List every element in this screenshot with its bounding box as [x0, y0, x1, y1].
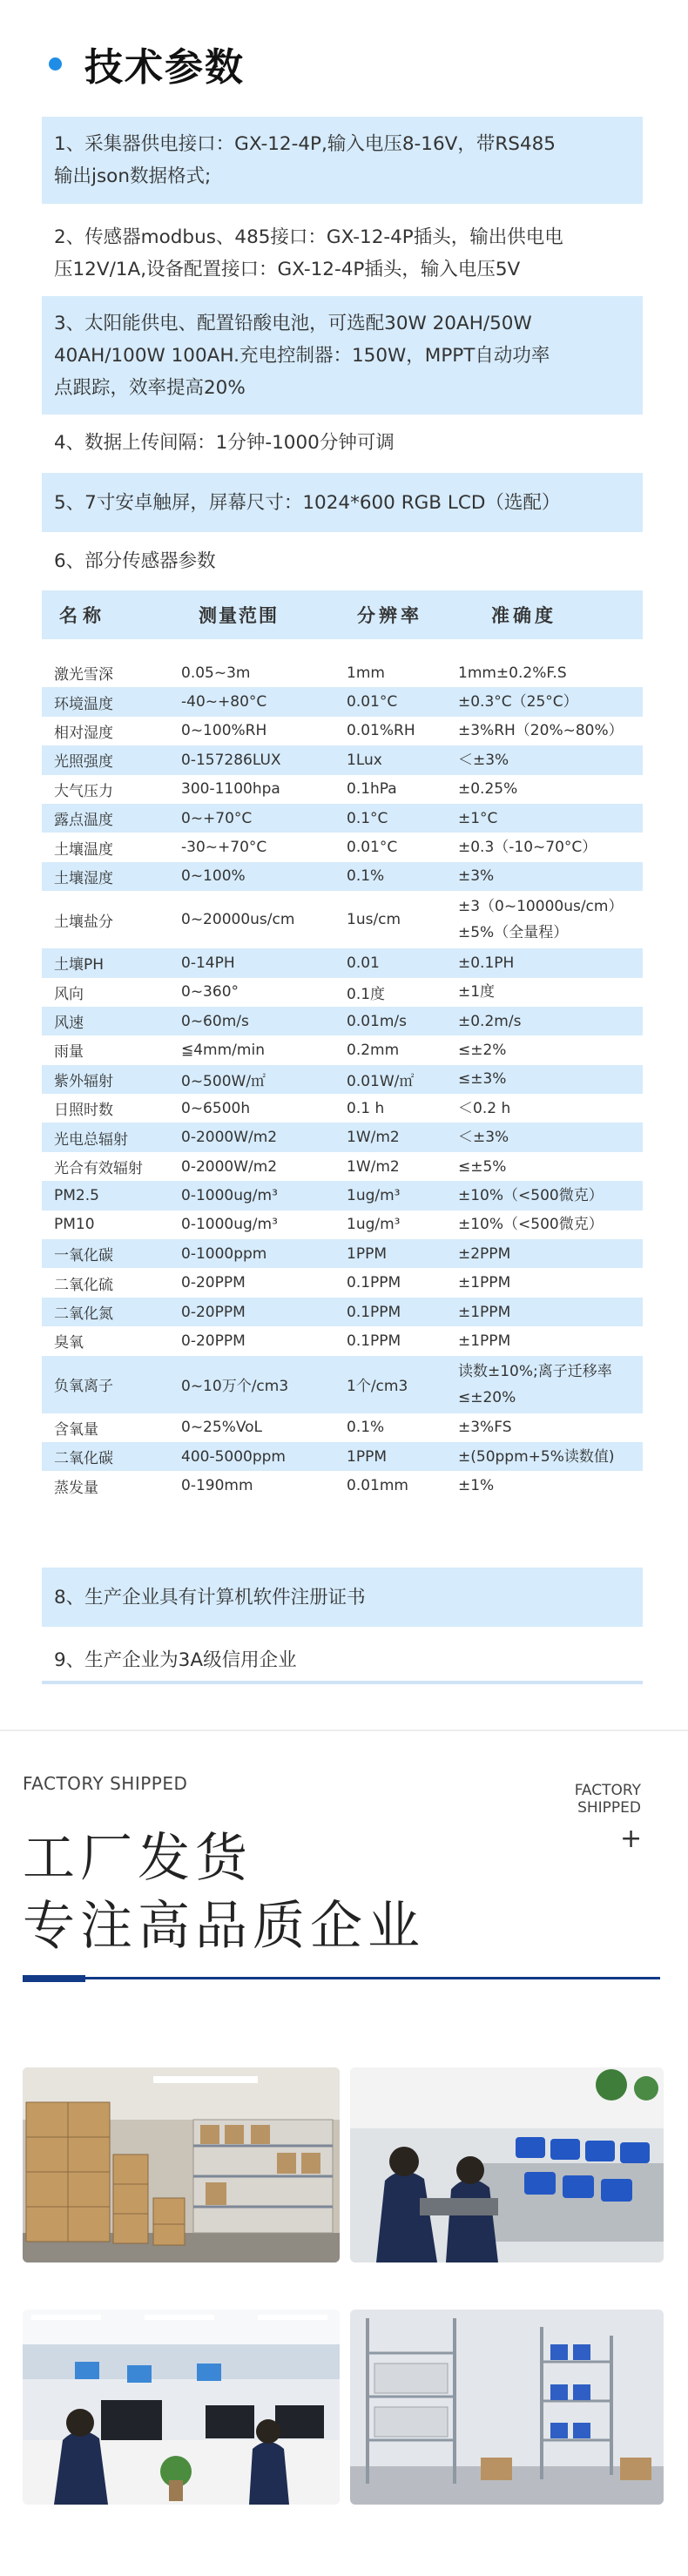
cell-accuracy-line-1: ±0.1PH: [458, 954, 515, 972]
cell-accuracy: [456, 834, 643, 860]
factory-label-right-line-2: SHIPPED: [577, 1799, 641, 1817]
factory-title-1: 工厂发货: [23, 1828, 253, 1889]
cell-accuracy-line-1: ±1°C: [458, 809, 498, 827]
cell-range: 0~500W/㎡: [181, 1072, 266, 1090]
cell-name: 一氧化碳: [54, 1247, 113, 1265]
cell-accuracy: [456, 718, 643, 744]
cell-accuracy-line-1: ±1%: [458, 1477, 495, 1495]
cell-resolution: 0.01%RH: [347, 722, 415, 740]
cell-accuracy: [456, 1444, 643, 1470]
cell-name: PM10: [54, 1216, 95, 1234]
cell-name: 雨量: [54, 1043, 84, 1062]
param-5-text: 5、7寸安卓触屏，屏幕尺寸：1024*600 RGB LCD（选配）: [54, 491, 561, 514]
cell-resolution: 1个/cm3: [347, 1378, 408, 1396]
param-4-text: 4、数据上传间隔：1分钟-1000分钟可调: [54, 431, 395, 454]
cell-accuracy-line-1: ±0.3（-10~70°C）: [458, 839, 597, 857]
table-row: [42, 1471, 643, 1500]
cell-accuracy: [456, 1473, 643, 1499]
cell-accuracy-line-1: ±2PPM: [458, 1244, 511, 1263]
table-row: [42, 1210, 643, 1239]
table-row: [42, 978, 643, 1007]
cell-name: 蒸发量: [54, 1479, 98, 1497]
cell-resolution: 0.01°C: [347, 839, 398, 857]
sensor-table: [42, 590, 643, 1500]
cell-accuracy-line-1: ＜±3%: [458, 751, 509, 769]
cell-resolution: 1Lux: [347, 751, 382, 769]
cell-range: 0-1000ug/m³: [181, 1186, 278, 1204]
param-3-line-3: 点跟踪，效率提高20%: [54, 376, 246, 399]
param-5: [42, 473, 643, 532]
table-row: [42, 1035, 643, 1064]
cell-accuracy: [456, 863, 643, 889]
cell-resolution: 0.1 h: [347, 1099, 385, 1117]
cell-range: 0~360°: [181, 983, 239, 1001]
cell-accuracy-line-1: ±10%（<500微克）: [458, 1216, 604, 1234]
cell-range: 0-2000W/m2: [181, 1129, 278, 1147]
cell-range: 0-1000ug/m³: [181, 1216, 278, 1234]
cell-resolution: 1us/cm: [347, 911, 401, 929]
table-row: [42, 948, 643, 977]
plus-icon: +: [620, 1824, 643, 1854]
cell-range: 0-1000ppm: [181, 1244, 267, 1263]
table-row: [42, 1326, 643, 1355]
param-6: [42, 533, 643, 589]
cell-resolution: 0.1PPM: [347, 1303, 401, 1321]
cell-accuracy: [456, 950, 643, 976]
param-3-line-2: 40AH/100W 100AH.充电控制器：150W，MPPT自动功率: [54, 344, 550, 367]
cell-accuracy: [456, 806, 643, 832]
param-3: [42, 296, 643, 415]
cell-accuracy-line-1: ±0.25%: [458, 780, 518, 799]
table-body: [42, 658, 643, 1500]
cell-range: 0~20000us/cm: [181, 911, 295, 929]
cell-accuracy: [456, 894, 643, 946]
cell-accuracy: [456, 1037, 643, 1063]
cell-range: 0-20PPM: [181, 1303, 246, 1321]
cell-resolution: 0.01: [347, 954, 380, 972]
cell-range: -30~+70°C: [181, 839, 267, 857]
cell-accuracy-line-1: ±3%FS: [458, 1419, 512, 1437]
cell-accuracy: [456, 1008, 643, 1035]
cell-accuracy: [456, 1183, 643, 1209]
cell-resolution: 0.1%: [347, 1419, 385, 1437]
factory-label-left: FACTORY SHIPPED: [23, 1773, 188, 1794]
cell-resolution: 0.01mm: [347, 1477, 408, 1495]
section-header: [49, 33, 245, 94]
cell-accuracy: [456, 1241, 643, 1267]
warehouse-photo: [23, 2067, 340, 2262]
cell-resolution: 0.2mm: [347, 1041, 400, 1059]
cell-range: 0-157286LUX: [181, 751, 281, 769]
cell-range: 0~25%VoL: [181, 1419, 263, 1437]
table-row: [42, 1442, 643, 1471]
cell-range: 0~100%RH: [181, 722, 267, 740]
param-4: [42, 415, 643, 470]
cell-resolution: 1ug/m³: [347, 1216, 401, 1234]
cell-accuracy-line-1: ±1PPM: [458, 1274, 511, 1292]
cell-name: 光照强度: [54, 753, 113, 772]
cell-resolution: 0.01°C: [347, 693, 398, 711]
table-header: [42, 590, 643, 639]
table-row: [42, 1413, 643, 1442]
table-row: [42, 1239, 643, 1268]
table-row: [42, 1152, 643, 1181]
cell-name: PM2.5: [54, 1186, 99, 1204]
param-1: [42, 117, 643, 204]
factory-label-right-line-1: FACTORY: [574, 1782, 641, 1799]
cell-resolution: 0.1PPM: [347, 1332, 401, 1350]
table-row: [42, 1065, 643, 1094]
cell-accuracy: [456, 1270, 643, 1296]
cell-resolution: 1PPM: [347, 1447, 387, 1466]
cell-resolution: 0.1%: [347, 867, 385, 886]
assembly-photo: [350, 2067, 664, 2262]
cell-accuracy-line-1: ≤±5%: [458, 1157, 507, 1176]
cell-accuracy-line-1: ≤±3%: [458, 1070, 507, 1089]
bullet-dot-icon: [49, 57, 62, 71]
table-row: [42, 687, 643, 716]
cell-range: 0.05~3m: [181, 664, 251, 682]
factory-label-right: [557, 1782, 641, 1817]
cell-name: 土壤PH: [54, 956, 105, 974]
cell-range: -40~+80°C: [181, 693, 267, 711]
cell-resolution: 1W/m2: [347, 1157, 400, 1176]
cell-accuracy-line-1: ＜0.2 h: [458, 1099, 511, 1117]
cell-range: 0-14PH: [181, 954, 235, 972]
param-2-line-2: 压12V/1A,设备配置接口：GX-12-4P插头，输入电压5V: [54, 259, 521, 280]
cell-accuracy-line-1: ±3%: [458, 867, 495, 886]
cell-range: 0-20PPM: [181, 1332, 246, 1350]
table-row: [42, 1268, 643, 1297]
cell-range: 0~100%: [181, 867, 246, 886]
cell-name: 大气压力: [54, 782, 113, 800]
cell-accuracy: [456, 1066, 643, 1092]
cell-range: 0-2000W/m2: [181, 1157, 278, 1176]
cell-name: 露点温度: [54, 812, 113, 830]
factory-title-2: 专注高品质企业: [23, 1896, 425, 1957]
cell-accuracy: [456, 1211, 643, 1237]
cell-range: 300-1100hpa: [181, 780, 280, 799]
cell-accuracy-line-1: 1mm±0.2%F.S: [458, 664, 567, 682]
title-accent-bar: [23, 1975, 85, 1982]
cell-name: 土壤湿度: [54, 869, 113, 887]
cell-accuracy: [456, 1096, 643, 1122]
cell-resolution: 0.01W/㎡: [347, 1072, 415, 1090]
cell-accuracy-line-1: ±0.3°C（25°C）: [458, 693, 578, 711]
header-accuracy: 准确度: [491, 605, 556, 626]
cell-name: 含氧量: [54, 1420, 98, 1439]
cell-name: 相对湿度: [54, 724, 113, 742]
cell-name: 环境温度: [54, 695, 113, 713]
cell-accuracy-line-1: ±1PPM: [458, 1332, 511, 1350]
cell-resolution: 1ug/m³: [347, 1186, 401, 1204]
cell-resolution: 1mm: [347, 664, 385, 682]
cell-resolution: 0.1PPM: [347, 1274, 401, 1292]
cell-accuracy: [456, 747, 643, 773]
param-6-text: 6、部分传感器参数: [54, 550, 216, 572]
param-9: [42, 1632, 643, 1688]
cell-name: 二氧化硫: [54, 1276, 113, 1294]
param-8: [42, 1568, 643, 1627]
cell-name: 臭氧: [54, 1334, 84, 1352]
header-range: 测量范围: [199, 605, 279, 626]
cell-name: 光合有效辐射: [54, 1160, 143, 1178]
cell-range: 0~6500h: [181, 1099, 251, 1117]
header-name: 名称: [59, 605, 106, 626]
cell-accuracy: [456, 776, 643, 802]
cell-name: 二氧化氮: [54, 1305, 113, 1323]
cell-accuracy-line-1: ±3%RH（20%~80%）: [458, 722, 624, 740]
cell-range: ≦4mm/min: [181, 1041, 265, 1059]
cell-name: 光电总辐射: [54, 1130, 128, 1149]
title-underline: [85, 1977, 660, 1979]
cell-accuracy: [456, 1124, 643, 1150]
cell-name: 土壤温度: [54, 840, 113, 859]
cell-range: 0~10万个/cm3: [181, 1378, 289, 1396]
table-row: [42, 891, 643, 948]
cell-accuracy-line-1: ±3（0~10000us/cm）: [458, 898, 624, 916]
cell-accuracy-line-1: 读数±10%;离子迁移率: [458, 1362, 612, 1380]
cell-name: 二氧化碳: [54, 1450, 113, 1468]
cell-name: 紫外辐射: [54, 1072, 113, 1090]
cell-accuracy: [456, 1359, 643, 1411]
table-row: [42, 717, 643, 745]
cell-accuracy: [456, 1154, 643, 1180]
table-row: [42, 775, 643, 804]
cell-name: 激光雪深: [54, 666, 113, 684]
cell-accuracy: [456, 660, 643, 686]
table-row: [42, 833, 643, 861]
param-2-line-1: 2、传感器modbus、485接口：GX-12-4P插头，输出供电电: [54, 226, 563, 248]
table-row: [42, 862, 643, 891]
cell-accuracy: [456, 1299, 643, 1325]
cell-resolution: 0.01m/s: [347, 1012, 407, 1030]
cell-resolution: 1W/m2: [347, 1129, 400, 1147]
table-row: [42, 1094, 643, 1123]
cell-range: 0~60m/s: [181, 1012, 249, 1030]
cell-accuracy-line-2: ≤±20%: [458, 1388, 516, 1406]
cell-name: 负氧离子: [54, 1378, 113, 1396]
param-2: [42, 214, 643, 293]
cell-name: 日照时数: [54, 1102, 113, 1120]
section-title: 技术参数: [84, 45, 245, 90]
cell-accuracy: [456, 1328, 643, 1354]
cell-resolution: 0.1hPa: [347, 780, 397, 799]
office-photo: [23, 2310, 340, 2505]
table-row: [42, 658, 643, 687]
cell-range: 0~+70°C: [181, 809, 253, 827]
cell-accuracy-line-2: ±5%（全量程）: [458, 924, 569, 942]
storage-photo: [350, 2310, 664, 2505]
cell-name: 风向: [54, 985, 84, 1003]
table-row: [42, 804, 643, 833]
cell-accuracy-line-1: ±0.2m/s: [458, 1012, 522, 1030]
cell-resolution: 0.1度: [347, 985, 386, 1003]
table-row: [42, 1007, 643, 1035]
cell-accuracy: [456, 979, 643, 1005]
cell-accuracy-line-1: ±10%（<500微克）: [458, 1186, 604, 1204]
cell-name: 风速: [54, 1015, 84, 1033]
table-row: [42, 1298, 643, 1326]
param-9-text: 9、生产企业为3A级信用企业: [54, 1649, 297, 1671]
param-3-line-1: 3、太阳能供电、配置铅酸电池，可选配30W 20AH/50W: [54, 312, 532, 334]
cell-accuracy-line-1: ＜±3%: [458, 1129, 509, 1147]
param-1-line-1: 1、采集器供电接口：GX-12-4P,输入电压8-16V，带RS485: [54, 133, 556, 155]
cell-accuracy-line-1: ±(50ppm+5%读数值): [458, 1447, 615, 1466]
cell-range: 0-190mm: [181, 1477, 253, 1495]
table-row: [42, 745, 643, 774]
table-row: [42, 1123, 643, 1151]
cell-resolution: 0.1°C: [347, 809, 388, 827]
table-row: [42, 1356, 643, 1413]
cell-name: 土壤盐分: [54, 913, 113, 931]
section-divider-line: [42, 1681, 643, 1684]
param-8-text: 8、生产企业具有计算机软件注册证书: [54, 1586, 366, 1608]
cell-range: 0-20PPM: [181, 1274, 246, 1292]
cell-accuracy: [456, 689, 643, 715]
cell-accuracy-line-1: ≤±2%: [458, 1041, 507, 1059]
cell-range: 400-5000ppm: [181, 1447, 286, 1466]
table-row: [42, 1181, 643, 1210]
cell-accuracy: [456, 1414, 643, 1440]
cell-accuracy-line-1: ±1PPM: [458, 1303, 511, 1321]
param-1-line-2: 输出json数据格式;: [54, 165, 212, 187]
header-resolution: 分辨率: [357, 605, 422, 626]
cell-accuracy-line-1: ±1度: [458, 983, 496, 1001]
section-divider: [0, 1730, 688, 1731]
cell-resolution: 1PPM: [347, 1244, 387, 1263]
